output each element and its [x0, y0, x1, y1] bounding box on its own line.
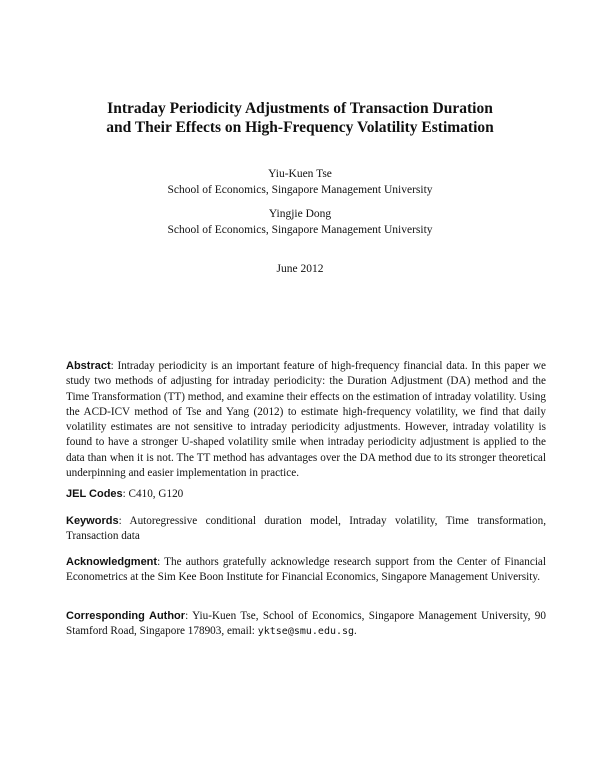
corresponding-text: : Yiu-Kuen Tse, School of Economics, Singapore Management University, 90 Stamford Road, Singapore 178903, email:	[66, 610, 546, 638]
corresponding-label: Corresponding Author	[66, 610, 186, 622]
author-name: Yiu-Kuen Tse	[268, 168, 332, 180]
paper-title	[60, 99, 540, 137]
jel-codes-paragraph	[66, 487, 546, 502]
author-affiliation: School of Economics, Singapore Management University	[167, 224, 433, 236]
author-affiliation: School of Economics, Singapore Management University	[167, 184, 433, 196]
acknowledgment-text: : The authors gratefully acknowledge research support from the Center of Financial Econometrics at the Sim Kee Boon Institute for Financial Economics, Singapore Management University.	[66, 556, 546, 584]
author-block-2	[60, 206, 540, 238]
abstract-paragraph	[66, 359, 546, 481]
email-link[interactable]: yktse@smu.edu.sg	[257, 626, 355, 638]
jel-label: JEL Codes	[66, 488, 123, 500]
abstract-text: : Intraday periodicity is an important feature of high-frequency financial data. In this paper we study two methods of adjusting for intraday periodicity: the Duration Adjustment (DA) method and the Time Transformation (TT) method, and examine their effects on the estimation of intraday volatility. Using the ACD-ICV method of Tse and Yang (2012) to estimate high-frequency volatility, we find that daily volatility estimates are not sensitive to intraday periodicity adjustments. However, intraday volatility is found to have a stronger U-shaped volatility smile when intraday periodicity adjustment is applied to the data than when it is not. The TT method has advantages over the DA method due to its stronger theoretical underpinning and easier implementation in practice.	[66, 360, 546, 480]
abstract-label: Abstract	[66, 360, 111, 372]
keywords-label: Keywords	[66, 515, 119, 527]
jel-text: : C410, G120	[122, 488, 184, 500]
corresponding-author-paragraph	[66, 609, 546, 640]
title-line-2: and Their Effects on High-Frequency Volatility Estimation	[106, 119, 494, 136]
acknowledgment-paragraph	[66, 555, 546, 586]
title-line-1: Intraday Periodicity Adjustments of Transaction Duration	[107, 100, 493, 117]
acknowledgment-label: Acknowledgment	[66, 556, 158, 568]
keywords-paragraph	[66, 514, 546, 545]
keywords-text: : Autoregressive conditional duration model, Intraday volatility, Time transformation, Transaction data	[66, 515, 546, 543]
corresponding-end: .	[354, 625, 357, 638]
publication-date: June 2012	[276, 263, 324, 275]
author-name: Yingjie Dong	[268, 208, 332, 220]
author-block-1	[60, 166, 540, 198]
